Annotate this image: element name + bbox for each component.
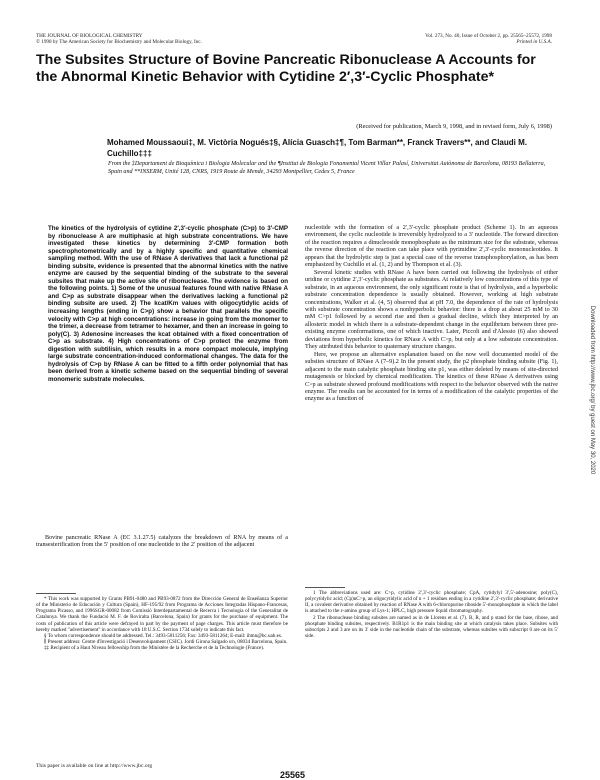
printed-line: Printed in U.S.A. <box>516 39 552 45</box>
intro-paragraph <box>36 535 288 550</box>
article-title: The Subsites Structure of Bovine Pancreatic Ribonuclease A Accounts for the Abnormal Kinetic Behavior with Cytidine 2′,3′-Cyclic Phosphate* <box>36 52 536 85</box>
download-text: Downloaded from http://www.jbc.org/ by guest on May 30, 2020 <box>589 305 595 475</box>
footnote-subsites: 2 The ribonuclease binding subsites are named as in de Llorens et al. (7). B, R, and p stand for the base, ribose, and phosphate binding subsites, respectively. B1R1p1 is the main binding site at which catalysis takes place. Subsites with subscripts 2 and 3 are on its 3′ side in the nucleotide chain of the substrate, whereas subsites with subscript 0 are on its 5′ side. <box>305 614 558 640</box>
journal-name: THE JOURNAL OF BIOLOGICAL CHEMISTRY <box>36 33 143 39</box>
copyright-line: © 1998 by The American Society for Biochemistry and Molecular Biology, Inc. <box>36 39 202 45</box>
footnote-present-address: ∥ Present address: Centre d'Investigació i Desenvolupament (CSIC). Jordi Girona Salgado s/n, 08034 Barcelona, Spain. <box>44 639 288 646</box>
footnote-abbreviations: 1 The abbreviations used are: C>p, cytidine 2′,3′-cyclic phosphate; CpA, cytidylyl 3′,5′-adenosine; poly(C), polycytidylic acid; (Cp)nC>p, an oligocytidylic acid of n + 1 residues ending in a cytidine 2′,3′-cyclic phosphate; derivative II, a covalent derivative obtained by reaction of RNase A with 6-chloropurine riboside 5′-monophosphate in which the label is attached to the ε-amino group of Lys-1; HPLC, high pressure liquid chromatography. <box>305 590 558 615</box>
author-list: Mohamed Moussaoui‡, M. Victòria Nogués‡§, Alícia Guasch‡¶, Tom Barman**, Franck Travers**, and Claudi M. Cuchillo‡‡‡ <box>107 138 527 158</box>
footnote-rule <box>305 587 345 588</box>
body-paragraph: nucleotide with the formation of a 2′,3′-cyclic phosphate product (Scheme 1). In an aqueous environment, the cyclic nucleotide is irreversibly hydrolyzed to a 3′ nucleotide. The forward direction of the reaction requires a dinucleoside monophosphate as the minimum size for the substrate, whereas the reverse direction of the reaction can take place with pyrimidine 2′,3′-cyclic mononucleotides. It appears that the hydrolytic step is just a special case of the reverse transphosphorylation, as has been emphasized by Cuchillo et al. (1, 2) and by Thompson et al. (3). <box>305 225 558 269</box>
body-paragraph: Several kinetic studies with RNase A have been carried out following the hydrolysis of either uridine or cytidine 2′,3′-cyclic phosphate as substrates. At relatively low concentrations of this type of substrate, in an aqueous environment, the only significant route is that of hydrolysis, and a hyperbolic substrate concentration dependence is usually obtained. However, working at high substrate concentrations, Walker et al. (4, 5) observed that at pH 7.0, the dependence of the rate of hydrolysis with substrate concentration shows a nonhyperbolic behavior: there is a drop at about 25 mM to 30 mM C>p1 followed by a second rise and then a gradual decline, which they interpreted by an allosteric model in which there is a substrate-dependent change in the equilibrium between three pre-existing enzyme conformations, one of which inactive. Later, Piccoli and d'Alessio (6) also showed deviations from hyperbolic kinetics for RNase A with C>p, but only at a low substrate concentration. They attributed this behavior to quaternary structure changes. <box>305 269 558 351</box>
page-number: 25565 <box>280 770 306 780</box>
body-paragraph: Here, we propose an alternative explanation based on the now well documented model of the subsites structure of RNase A (7–9).2 In the present study, the p2 phosphate binding subsite (Fig. 1), adjacent to the main catalytic phosphate binding site p1, was either deleted by means of site-directed mutagenesis or blocked by chemical modification. The kinetics of these RNase A derivatives using C>p as substrate showed profound modifications with respect to the behavior observed with the native enzyme. The results can be accounted for in terms of a modification of the catalytic properties of the enzyme as a function of <box>305 351 558 403</box>
footnote-correspondence: § To whom correspondence should be addressed. Tel.: 3493-5811256; Fax: 3493-5811264; E-mail: ibmn@bc.uab.es. <box>44 632 283 639</box>
footnotes-left <box>36 596 288 651</box>
download-side-note <box>586 210 598 570</box>
footnote-rule <box>36 593 76 594</box>
volume-line: Vol. 273, No. 40, Issue of October 2, pp. 25565–25572, 1998 <box>425 33 552 39</box>
footnote-funding: * This work was supported by Grants PB91-0480 and PB93-0872 from the Dirección General de Enseñanza Superior of the Ministerio de Educación y Cultura (Spain), HF-195/92 from Programa de Acciones Integradas Hispano-Francesas, Programa Picasso, and 1996SGR-00082 from Comissió Interdepartamental de Recerca i Tecnologia of the Generalitat de Catalunya. We thank the Fundació M. F. de Roviralta (Barcelona, Spain) for grants for the purchase of equipment. The costs of publication of this article were defrayed in part by the payment of page charges. This article must therefore be hereby marked "advertisement" in accordance with 18 U.S.C. Section 1734 solely to indicate this fact. <box>36 596 288 633</box>
received-dates: (Received for publication, March 9, 1998, and in revised form, July 6, 1998) <box>356 123 552 130</box>
right-column-body <box>305 225 558 404</box>
abstract: The kinetics of the hydrolysis of cytidine 2′,3′-cyclic phosphate (C>p) to 3′-CMP by ribonuclease A are multiphasic at high substrate concentrations. We have investigated these kinetics by determining 3′-CMP formation both spectrophotometrically and by a highly specific and quantitative chemical sampling method. With the use of RNase A derivatives that lack a functional p2 binding subsite, evidence is presented that the abnormal kinetics with the native enzyme are caused by the sequential binding of the substrate to the several subsites that make up the active site of ribonuclease. The evidence is based on the following points. 1) Some of the unusual features found with native RNase A and C>p as substrate disappear when the derivatives lacking a functional p2 binding subsite are used. 2) The kcat/Km values with oligocytidylic acids of increasing lengths (ending in C>p) show a behavior that parallels the specific velocity with C>p at high concentrations: increase in going from the monomer to the trimer, a decrease from tetramer to hexamer, and then an increase in going to poly(C). 3) Adenosine increases the kcat obtained with a fixed concentration of C>p as substrate. 4) High concentrations of C>p protect the enzyme from digestion with subtilisin, which results in a more compact molecule, implying large substrate concentration-induced conformational changes. The data for the hydrolysis of C>p by RNase A can be fitted to a fifth order polynomial that has been derived from a kinetic scheme based on the sequential binding of several monomeric substrate molecules. <box>48 225 288 383</box>
affiliation: From the ‡Departament de Bioquímica i Biologia Molecular and the ¶Institut de Biologia Fonamental Vicent Villar Palasí, Universitat Autònoma de Barcelona, 08193 Bellaterra, Spain and **INSERM, Unité 128, CNRS, 1919 Route de Mende, 34293 Montpellier, Cedex 5, France <box>108 161 546 176</box>
intro-text: Bovine pancreatic RNase A (EC 3.1.27.5) catalyzes the breakdown of RNA by means of a transesterification from the 5′ position of one nucleotide to the 2′ position of the adjacent <box>36 535 288 549</box>
footnote-fellowship: ‡‡ Recipient of a Haut Niveau fellowship from the Ministère de la Recherche et de la Technologie (France). <box>44 645 265 652</box>
footnotes-right <box>305 590 558 639</box>
footer-url: This paper is available on line at http://www.jbc.org <box>36 763 153 769</box>
